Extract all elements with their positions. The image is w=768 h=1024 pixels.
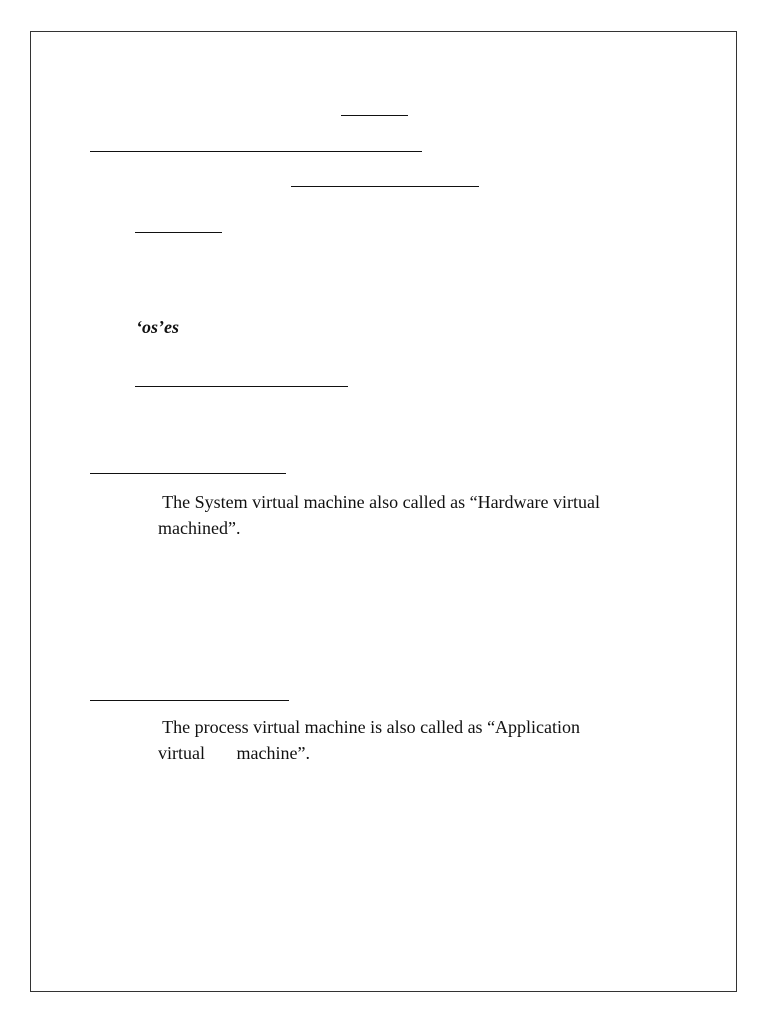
process-vm-line-2: virtual machine”. [158,743,310,763]
process-vm-line-1: The process virtual machine is also called as “Application [158,717,581,737]
short-underline [135,232,222,233]
heading-underline [90,151,422,152]
title-underline [341,115,408,116]
section-underline [135,386,348,387]
system-vm-heading-underline [90,473,286,474]
subheading-underline [291,186,479,187]
system-vm-line-2: machined”. [158,518,241,538]
process-vm-paragraph [158,714,678,766]
italic-fragment: ‘os’es [136,317,179,337]
system-vm-line-1: The System virtual machine also called as “Hardware virtual [158,492,601,512]
system-vm-paragraph [158,489,678,541]
process-vm-heading-underline [90,700,289,701]
